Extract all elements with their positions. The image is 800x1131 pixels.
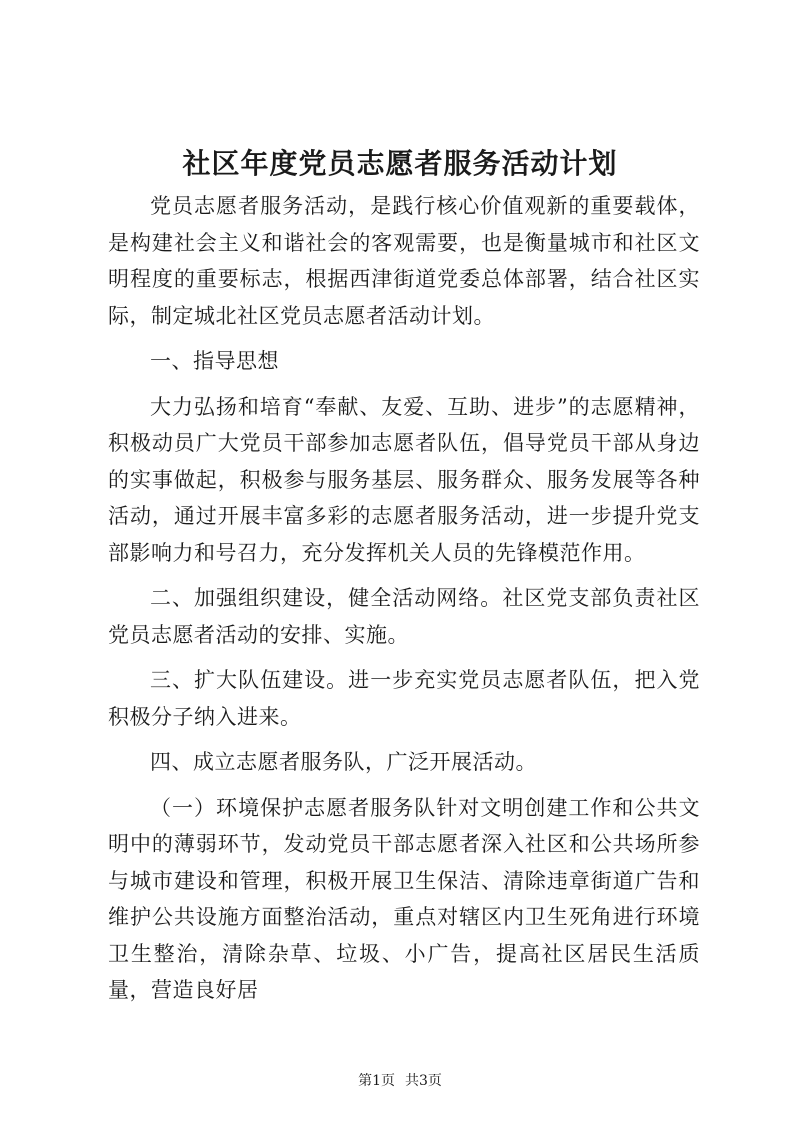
- page-footer: [0, 1071, 800, 1091]
- paragraph-organization: 二、加强组织建设，健全活动网络。社区党支部负责社区党员志愿者活动的安排、实施。: [108, 586, 700, 647]
- page-total: 共3页: [405, 1073, 442, 1089]
- page-number: 第1页: [358, 1073, 395, 1089]
- heading-service-teams: 四、成立志愿者服务队，广泛开展活动。: [150, 750, 537, 774]
- paragraph-guiding-thought: 大力弘扬和培育“奉献、友爱、互助、进步”的志愿精神，积极动员广大党员干部参加志愿者队伍，倡导党员干部从身边的实事做起，积极参与服务基层、服务群众、服务发展等各种活动，通过开展丰富多彩的志愿者服务活动，进一步提升党支部影响力和号召力，充分发挥机关人员的先锋模范作用。: [108, 394, 700, 565]
- paragraph-team-expansion: 三、扩大队伍建设。进一步充实党员志愿者队伍，把入党积极分子纳入进来。: [108, 668, 700, 729]
- paragraph-intro: 党员志愿者服务活动，是践行核心价值观新的重要载体，是构建社会主义和谐社会的客观需要，也是衡量城市和社区文明程度的重要标志，根据西津街道党委总体部署，结合社区实际，制定城北社区党员志愿者活动计划。: [108, 194, 700, 328]
- document-title: 社区年度党员志愿者服务活动计划: [182, 147, 618, 180]
- paragraph-environment-team: （一）环境保护志愿者服务队针对文明创建工作和公共文明中的薄弱环节，发动党员干部志愿者深入社区和公共场所参与城市建设和管理，积极开展卫生保洁、清除违章街道广告和维护公共设施方面整治活动，重点对辖区内卫生死角进行环境卫生整治，清除杂草、垃圾、小广告，提高社区居民生活质量，营造良好居: [108, 795, 700, 1002]
- heading-guiding-thought: 一、指导思想: [150, 349, 279, 373]
- document-body: [108, 188, 700, 1018]
